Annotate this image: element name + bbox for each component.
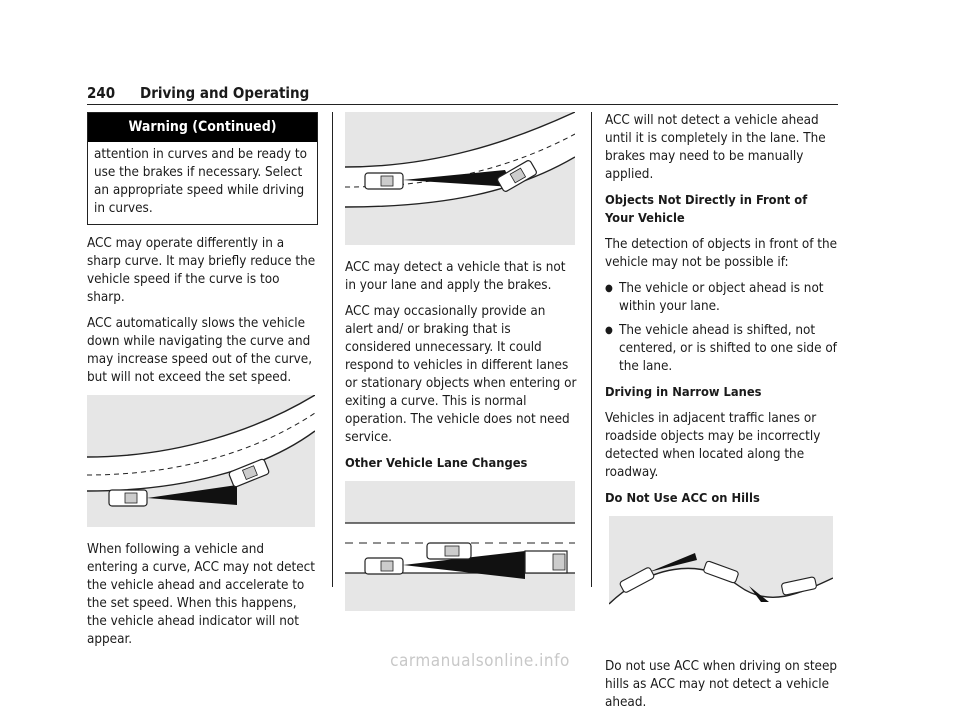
bullet-icon: ● [605, 283, 613, 294]
warning-title: Warning (Continued) [88, 113, 317, 142]
own-vehicle-icon [109, 490, 147, 506]
page-header [87, 82, 838, 105]
paragraph: ACC will not detect a vehicle ahead until it is completely in the lane. The brakes may need to be manually applied. [605, 113, 826, 182]
subheading: Objects Not Directly in Front of Your Vehicle [605, 193, 808, 226]
subheading: Driving in Narrow Lanes [605, 385, 762, 400]
paragraph: ACC may operate differently in a sharp curve. It may briefly reduce the vehicle speed if the curve is too sharp. [87, 236, 316, 305]
own-vehicle-icon [365, 558, 403, 574]
page-number: 240 [87, 84, 116, 102]
warning-box [87, 112, 318, 225]
subheading: Do Not Use ACC on Hills [605, 491, 760, 506]
column-divider-2 [591, 112, 592, 587]
paragraph: ACC may occasionally provide an alert and/ or braking that is considered unnecessary. It could respond to vehicles in different lanes or stationary objects when entering or exiting a curve. This is normal operation. The vehicle does not need service. [345, 304, 577, 445]
section-title: Driving and Operating [140, 84, 310, 102]
paragraph: The detection of objects in front of the vehicle may not be possible if: [605, 237, 838, 270]
warning-body: attention in curves and be ready to use the brakes if necessary. Select an appropriate speed while driving in curves. [94, 147, 307, 216]
adjacent-lane-curve-illustration [345, 112, 575, 245]
list-item-text: The vehicle or object ahead is not within your lane. [619, 281, 824, 314]
lane-change-illustration [345, 481, 575, 611]
merging-vehicle-icon [427, 543, 471, 559]
list-item [605, 280, 839, 316]
column-3 [605, 112, 839, 720]
subheading: Other Vehicle Lane Changes [345, 456, 528, 471]
hills-illustration [609, 516, 833, 644]
paragraph: Do not use ACC when driving on steep hills as ACC may not detect a vehicle ahead. [605, 659, 838, 710]
column-1 [87, 112, 318, 657]
paragraph: When following a vehicle and entering a curve, ACC may not detect the vehicle ahead and accelerate to the set speed. When this happens, the vehicle ahead indicator will not appear. [87, 542, 316, 647]
list-item [605, 322, 839, 376]
paragraph: Vehicles in adjacent traffic lanes or roadside objects may be incorrectly detected when located along the roadway. [605, 411, 821, 480]
bullet-icon: ● [605, 325, 613, 336]
paragraph: ACC automatically slows the vehicle down while navigating the curve and may increase speed out of the curve, but will not exceed the set speed. [87, 316, 313, 385]
curve-following-illustration [87, 395, 315, 527]
bullet-list [605, 280, 839, 376]
column-2 [345, 112, 577, 625]
column-divider-1 [332, 112, 333, 587]
watermark: carmanualsonline.info [390, 651, 570, 671]
list-item-text: The vehicle ahead is shifted, not centered, or is shifted to one side of the lane. [619, 323, 837, 374]
own-vehicle-icon [365, 173, 403, 189]
truck-ahead-icon [525, 551, 567, 573]
paragraph: ACC may detect a vehicle that is not in your lane and apply the brakes. [345, 260, 566, 293]
